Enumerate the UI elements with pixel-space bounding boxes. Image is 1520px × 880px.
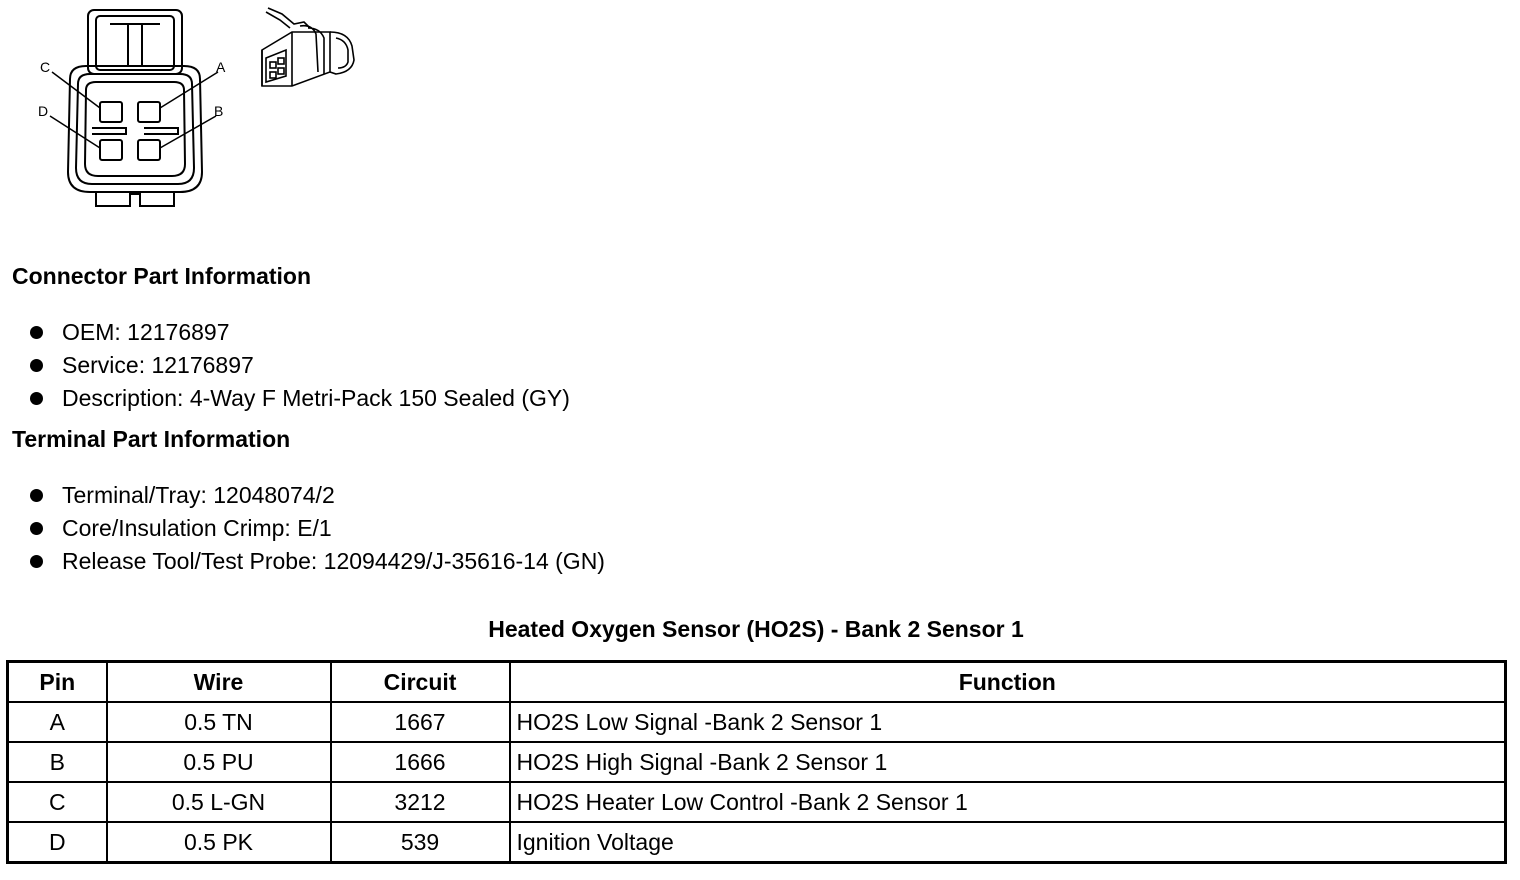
table-header-row bbox=[8, 662, 1506, 703]
list-item: Service: 12176897 bbox=[28, 351, 570, 384]
bullet-icon bbox=[30, 489, 43, 502]
pin-label-a: A bbox=[216, 59, 226, 75]
cell-pin: B bbox=[8, 742, 107, 782]
list-item: Release Tool/Test Probe: 12094429/J-35616-14 (GN) bbox=[28, 547, 605, 580]
bullet-icon bbox=[30, 359, 43, 372]
pin-table bbox=[6, 660, 1507, 864]
cell-wire: 0.5 TN bbox=[107, 702, 331, 742]
cell-wire: 0.5 PU bbox=[107, 742, 331, 782]
cell-pin: A bbox=[8, 702, 107, 742]
header-function: Function bbox=[510, 662, 1506, 703]
bullet-icon bbox=[30, 522, 43, 535]
table-row bbox=[8, 822, 1506, 863]
table-row bbox=[8, 702, 1506, 742]
cell-function: HO2S Heater Low Control -Bank 2 Sensor 1 bbox=[510, 782, 1506, 822]
terminal-info-list bbox=[28, 481, 605, 580]
cell-pin: C bbox=[8, 782, 107, 822]
header-circuit: Circuit bbox=[331, 662, 510, 703]
table-row bbox=[8, 782, 1506, 822]
pin-label-d: D bbox=[38, 103, 49, 119]
cell-wire: 0.5 L-GN bbox=[107, 782, 331, 822]
cell-circuit: 3212 bbox=[331, 782, 510, 822]
cell-circuit: 1666 bbox=[331, 742, 510, 782]
header-pin: Pin bbox=[8, 662, 107, 703]
list-item: Description: 4-Way F Metri-Pack 150 Sealed (GY) bbox=[28, 384, 570, 417]
list-item: Terminal/Tray: 12048074/2 bbox=[28, 481, 605, 514]
list-item: Core/Insulation Crimp: E/1 bbox=[28, 514, 605, 547]
bullet-icon bbox=[30, 326, 43, 339]
cell-function: Ignition Voltage bbox=[510, 822, 1506, 863]
cell-circuit: 1667 bbox=[331, 702, 510, 742]
connector-info-list bbox=[28, 318, 570, 417]
connector-face-diagram bbox=[30, 4, 240, 214]
pin-label-b: B bbox=[214, 103, 224, 119]
cell-function: HO2S High Signal -Bank 2 Sensor 1 bbox=[510, 742, 1506, 782]
connector-isometric-diagram bbox=[252, 2, 362, 88]
list-item: OEM: 12176897 bbox=[28, 318, 570, 351]
bullet-icon bbox=[30, 555, 43, 568]
cell-wire: 0.5 PK bbox=[107, 822, 331, 863]
cell-function: HO2S Low Signal -Bank 2 Sensor 1 bbox=[510, 702, 1506, 742]
connector-info-heading: Connector Part Information bbox=[12, 263, 312, 289]
cell-circuit: 539 bbox=[331, 822, 510, 863]
header-wire: Wire bbox=[107, 662, 331, 703]
terminal-info-heading: Terminal Part Information bbox=[12, 426, 291, 452]
pin-label-c: C bbox=[40, 59, 51, 75]
table-row bbox=[8, 742, 1506, 782]
pin-table-title: Heated Oxygen Sensor (HO2S) - Bank 2 Sensor 1 bbox=[488, 616, 1024, 642]
bullet-icon bbox=[30, 392, 43, 405]
cell-pin: D bbox=[8, 822, 107, 863]
